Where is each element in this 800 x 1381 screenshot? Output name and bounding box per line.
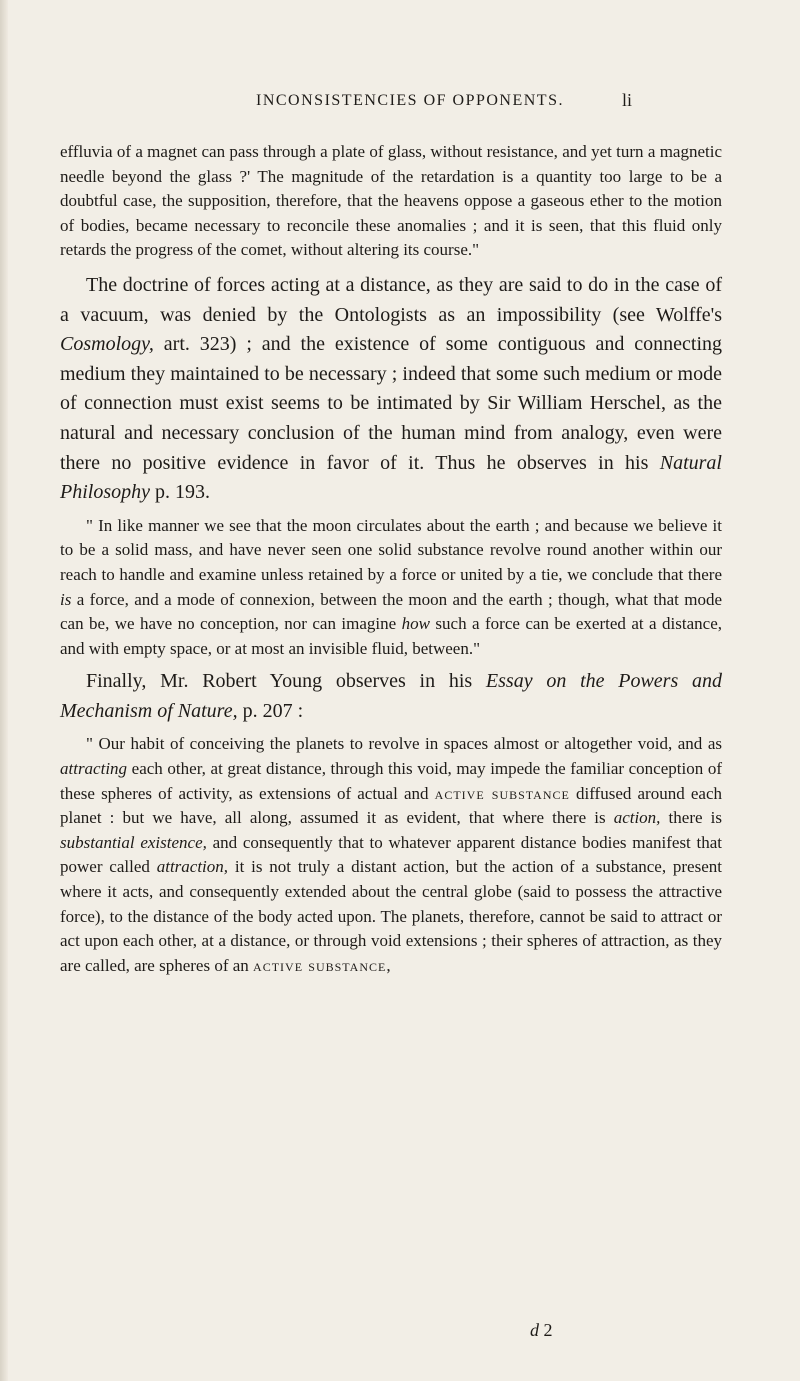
page-number: li — [622, 90, 633, 110]
page-edge — [0, 0, 8, 1381]
title-essay: Essay on the Powers and Mechanism of Nature, — [60, 670, 722, 722]
paragraph-young-intro: Finally, Mr. Robert Young observes in his Essay on the Powers and Mechanism of Nature, p. 207 : — [60, 670, 722, 722]
page-body — [60, 140, 722, 978]
paragraph-doctrine: The doctrine of forces acting at a distance, as they are said to do in the case of a vacuum, was denied by the Ontologists as an impossibility (see Wolffe's Cosmology, art. 323) ; and the existence of some contiguous and connecting medium they maintained to be necessary ; indeed that some such medium or mode of connection must exist seems to be intimated by Sir William Herschel, as the natural and necessary conclusion of the human mind from analogy, even were there no positive evidence in favor of it. Thus he observes in his Natural Philosophy p. 193. — [60, 273, 722, 504]
paragraph-quote-end: effluvia of a magnet can pass through a plate of glass, without resistance, and yet turn a magnetic needle beyond the glass ?' The magnitude of the retardation is a quantity too large to be a doubtful case, the supposition, therefore, that the heavens oppose a gaseous ether to the motion of bodies, became necessary to reconcile these anomalies ; and it is seen, that this fluid only retards the progress of the comet, without altering its course." — [60, 142, 722, 260]
paragraph-young-quote: " Our habit of conceiving the planets to revolve in spaces almost or altogether void, and as attracting each other, at great distance, through this void, may impede the familiar conception of these spheres of activity, as extensions of actual and active substance diffused around each planet : but we have, all along, assumed it as evident, that where there is action, there is substantial existence, and consequently that to whatever apparent distance bodies manifest that power called attraction, it is not truly a distant action, but the action of a substance, present where it acts, and consequently extended about the central globe (said to possess the attractive force), to the distance of the body acted upon. The planets, therefore, cannot be said to attract or act upon each other, at a distance, or through void extensions ; their spheres of attraction, as they are called, are spheres of an active substance, — [60, 734, 722, 975]
running-header: INCONSISTENCIES OF OPPONENTS. — [256, 92, 564, 109]
signature-mark: d 2 — [530, 1320, 553, 1340]
paragraph-herschel-quote: " In like manner we see that the moon circulates about the earth ; and because we believe it to be a solid mass, and have never seen one solid substance revolve round another within our reach to handle and examine unless retained by a force or united by a tie, we conclude that there is a force, and a mode of connexion, between the moon and the earth ; though, what that mode can be, we have no conception, nor can imagine how such a force can be exerted at a distance, and with empty space, or at most an invisible fluid, between." — [60, 515, 722, 658]
title-cosmology: Cosmology, — [60, 333, 154, 356]
title-natural-philosophy: Natural Philosophy — [60, 451, 722, 504]
